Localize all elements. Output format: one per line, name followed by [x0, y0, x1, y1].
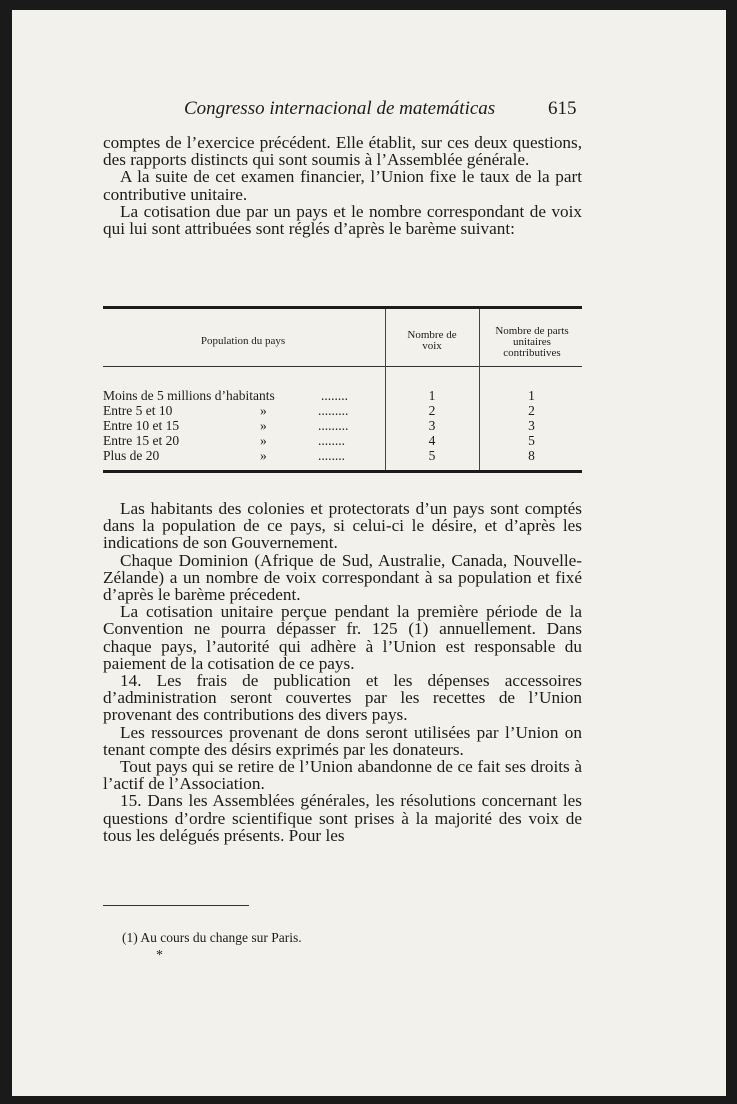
- cell-voix: 1: [428, 388, 436, 403]
- paragraph: Les ressources provenant de dons seront utilisées par l’Union on tenant compte des désirs exprimés par les donateurs.: [103, 722, 582, 759]
- table-row: [103, 403, 582, 418]
- cell-parts: 1: [528, 388, 535, 403]
- text-block-after-table: [103, 500, 582, 844]
- paragraph: 15. Dans les Assemblées générales, les résolutions concernant les questions d’ordre scientifique sont prises à la majorité des voix de tous les delégués présents. Pour les: [103, 791, 582, 845]
- dot-leader: .........: [318, 403, 349, 418]
- paragraph: 14. Les frais de publication et les dépenses accessoires d’administration seront couvertes par les recettes de l’Union provenant des contributions des divers pays.: [103, 671, 582, 725]
- dot-leader: ........: [321, 388, 348, 403]
- header-voix: Nombre de voix: [407, 329, 457, 352]
- cell-population: [103, 433, 383, 448]
- ditto-mark: »: [260, 448, 267, 463]
- population-label: Entre 10 et 15: [103, 418, 180, 433]
- paragraph: Tout pays qui se retire de l’Union abandonne de ce fait ses droits à l’actif de l’Association.: [103, 757, 582, 794]
- table-row: [103, 388, 582, 403]
- ditto-mark: »: [260, 433, 267, 448]
- cell-population: [103, 388, 383, 403]
- cell-parts: 2: [528, 403, 535, 418]
- population-label: Moins de 5 millions d’habitants: [103, 388, 275, 403]
- population-label: Entre 5 et 10: [103, 403, 173, 418]
- population-label: Entre 15 et 20: [103, 433, 180, 448]
- cell-population: [103, 448, 383, 463]
- dot-leader: ........: [318, 433, 345, 448]
- cell-voix: 4: [428, 433, 436, 448]
- dot-leader: .........: [318, 418, 349, 433]
- table-row: [103, 448, 582, 463]
- table-row: [103, 433, 582, 448]
- cell-parts: 5: [528, 433, 535, 448]
- cell-parts: 3: [528, 418, 535, 433]
- contribution-table: [103, 306, 582, 474]
- table-body: [103, 388, 582, 463]
- table-top-rule: [103, 306, 582, 309]
- cell-voix: 3: [428, 418, 436, 433]
- table-bottom-rule: [103, 470, 582, 473]
- cell-population: [103, 418, 383, 433]
- paragraph: La cotisation due par un pays et le nombre correspondant de voix qui lui sont attribuées sont réglés d’après le barème suivant:: [103, 201, 582, 239]
- cell-voix: 5: [428, 448, 436, 463]
- page-number: 615: [548, 98, 577, 119]
- table-row: [103, 418, 582, 433]
- cell-parts: 8: [528, 448, 535, 463]
- cell-population: [103, 403, 383, 418]
- header-parts: Nombre de parts unitaires contributives: [495, 325, 569, 359]
- text-block-before-table: [103, 134, 582, 237]
- dot-leader: ........: [318, 448, 345, 463]
- paragraph: A la suite de cet examen financier, l’Union fixe le taux de la part contributive unitaire.: [103, 167, 582, 204]
- footnote-rule: [103, 905, 249, 906]
- population-label: Plus de 20: [103, 448, 160, 463]
- ditto-mark: »: [260, 418, 267, 433]
- ditto-mark: »: [260, 403, 267, 418]
- paragraph: Chaque Dominion (Afrique de Sud, Australie, Canada, Nouvelle-Zélande) a un nombre de voix correspondant à sa population et fixé d’après le barème précedent.: [103, 550, 582, 605]
- running-head-title: Congresso internacional de matemáticas: [184, 98, 496, 119]
- header-population: Population du pays: [200, 335, 286, 347]
- scanned-page: [12, 10, 726, 1096]
- footnote: (1) Au cours du change sur Paris.: [122, 930, 302, 945]
- table-header-rule: [103, 366, 582, 367]
- paragraph: Las habitants des colonies et protectorats d’un pays sont comptés dans la population de ce pays, si celui-ci le désire, et d’après les indications de son Gouvernement.: [103, 499, 582, 553]
- footnote-asterisk: *: [156, 948, 163, 963]
- paragraph: comptes de l’exercice précédent. Elle établit, sur ces deux questions, des rapports distincts qui sont soumis à l’Assemblée générale.: [103, 133, 582, 170]
- paragraph: La cotisation unitaire perçue pendant la première période de la Convention ne pourra dépasser fr. 125 (1) annuellement. Dans chaque pays, l’autorité qui adhère à l’Union est responsable du paiement de la cotisation de ce pays.: [103, 602, 582, 673]
- cell-voix: 2: [428, 403, 436, 418]
